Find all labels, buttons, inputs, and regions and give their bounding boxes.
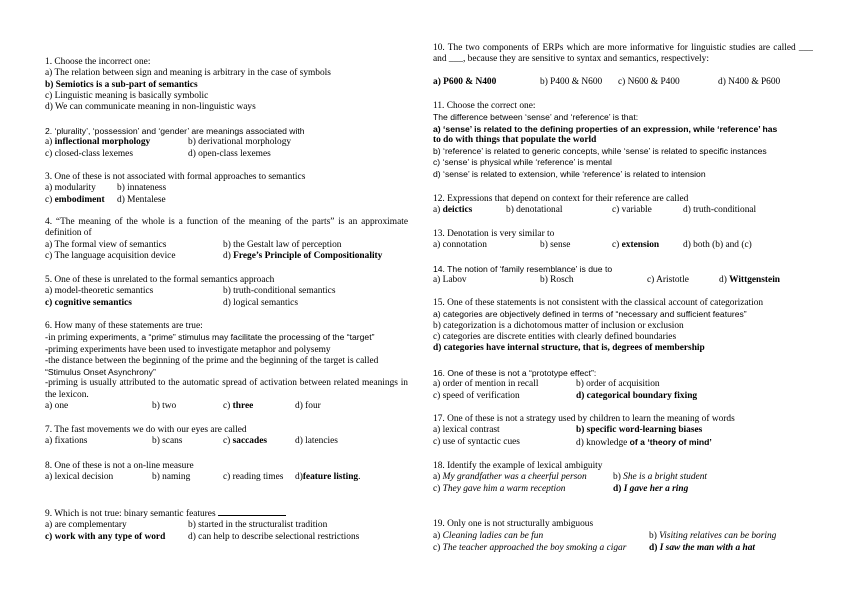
- question-9-option-c: c) work with any type of word: [45, 531, 166, 542]
- question-16-stem: 16. One of these is not a “prototype effect”:: [433, 368, 597, 378]
- question-18: [433, 461, 813, 495]
- question-6-stem: 6. How many of these statements are true:: [45, 321, 203, 331]
- answer-blank: [218, 507, 286, 516]
- question-8-stem: 8. One of these is not a on-line measure: [45, 461, 194, 471]
- question-3-option-b: b) innateness: [117, 183, 167, 194]
- question-19-option-b: b) Visiting relatives can be boring: [649, 531, 777, 542]
- question-16-option-b: b) order of acquisition: [576, 379, 660, 390]
- question-5-option-c: c) cognitive semantics: [45, 297, 132, 308]
- question-2-option-b: b) derivational morphology: [188, 137, 292, 148]
- question-18-stem: 18. Identify the example of lexical ambiguity: [433, 461, 603, 471]
- question-5-option-d: d) logical semantics: [223, 297, 298, 308]
- question-6-option-c: c) three: [223, 401, 254, 412]
- question-7-option-c: c) saccades: [223, 436, 268, 447]
- question-14-option-b: b) Rosch: [540, 275, 574, 286]
- question-1-option-a: a) The relation between sign and meaning is arbitrary in the case of symbols: [45, 68, 331, 79]
- question-19: [433, 519, 813, 554]
- question-3: [45, 172, 408, 206]
- question-15-stem: 15. One of these statements is not consistent with the classical account of categorization: [433, 298, 764, 308]
- question-6-statement-4: -priming is usually attributed to the automatic spread of activation between related meanings in the lexicon.: [45, 378, 408, 400]
- question-10: [433, 43, 813, 88]
- question-1-option-d: d) We can communicate meaning in non-linguistic ways: [45, 102, 256, 113]
- question-14-option-a: a) Labov: [433, 275, 467, 286]
- question-3-option-a: a) modularity: [45, 183, 96, 194]
- question-17-option-b: b) specific word-learning biases: [576, 425, 703, 436]
- question-13-option-b: b) sense: [540, 240, 571, 251]
- question-6-option-b: b) two: [152, 401, 177, 412]
- question-7-option-b: b) scans: [152, 436, 183, 447]
- question-8-option-a: a) lexical decision: [45, 472, 114, 483]
- question-3-option-c: c) embodiment: [45, 194, 105, 205]
- question-12-option-c: c) variable: [612, 205, 652, 216]
- question-1: [45, 57, 408, 113]
- question-13-option-d: d) both (b) and (c): [683, 240, 752, 251]
- question-11-option-a-line-2: to do with things that populate the world: [433, 134, 597, 145]
- question-1-option-c: c) Linguistic meaning is basically symbolic: [45, 90, 209, 101]
- question-2-stem: 2. ‘plurality’, ‘possession’ and ‘gender’ are meanings associated with: [45, 126, 305, 136]
- question-13: [433, 229, 813, 252]
- question-10-option-c: c) N600 & P400: [618, 76, 680, 87]
- question-5-option-b: b) truth-conditional semantics: [223, 286, 336, 297]
- question-6: [45, 321, 408, 412]
- question-15-option-a: a) categories are objectively defined in terms of “necessary and sufficient features”: [433, 309, 747, 320]
- question-17-option-a: a) lexical contrast: [433, 425, 500, 436]
- question-16-option-d: d) categorical boundary fixing: [576, 390, 698, 401]
- question-6-statement-3-term: “Stimulus Onset Asynchrony”: [45, 367, 156, 378]
- question-4-option-c: c) The language acquisition device: [45, 250, 176, 261]
- question-4-option-a: a) The formal view of semantics: [45, 239, 167, 250]
- question-9-option-a: a) are complementary: [45, 520, 127, 531]
- question-1-option-b: b) Semiotics is a sub-part of semantics: [45, 79, 198, 90]
- question-8-option-b: b) naming: [152, 472, 191, 483]
- question-11-option-b: b) ‘reference’ is related to generic concepts, while ‘sense’ is related to specific instances: [433, 146, 767, 157]
- question-2: [45, 126, 408, 160]
- question-6-statement-3: -the distance between the beginning of the prime and the beginning of the target is called: [45, 355, 379, 366]
- question-12-option-d: d) truth-conditional: [683, 205, 757, 216]
- question-6-statement-2: -priming experiments have been used to investigate metaphor and polysemy: [45, 344, 331, 355]
- question-1-stem: 1. Choose the incorrect one:: [45, 57, 151, 67]
- question-10-stem: 10. The two components of ERPs which are more informative for linguistic studies are called ___ and ___, because they are sensitive to syntax and semantics, respectively:: [433, 43, 813, 65]
- question-9: [45, 507, 408, 543]
- question-16-option-c: c) speed of verification: [433, 390, 520, 401]
- question-13-option-a: a) connotation: [433, 240, 487, 251]
- question-15-option-d: d) categories have internal structure, that is, degrees of membership: [433, 343, 705, 354]
- question-8-option-c: c) reading times: [223, 472, 284, 483]
- question-2-option-d: d) open-class lexemes: [188, 148, 271, 159]
- question-18-option-c: c) They gave him a warm reception: [433, 483, 566, 494]
- question-16-option-a: a) order of mention in recall: [433, 379, 539, 390]
- question-17: [433, 414, 813, 448]
- question-9-option-b: b) started in the structuralist tradition: [188, 520, 328, 531]
- question-13-stem: 13. Denotation is very similar to: [433, 229, 555, 239]
- question-2-option-c: c) closed-class lexemes: [45, 148, 133, 159]
- question-11-stem: 11. Choose the correct one:: [433, 101, 536, 111]
- question-14-option-c: c) Aristotle: [647, 275, 689, 286]
- question-7-stem: 7. The fast movements we do with our eyes are called: [45, 425, 247, 435]
- question-5: [45, 275, 408, 309]
- question-19-option-a: a) Cleaning ladies can be fun: [433, 531, 544, 542]
- question-14-stem: 14. The notion of ‘family resemblance’ is due to: [433, 264, 613, 274]
- question-12-option-a: a) deictics: [433, 205, 473, 216]
- question-6-statement-1: -in priming experiments, a “prime” stimulus may facilitate the processing of the “target”: [45, 332, 375, 344]
- question-11: [433, 101, 813, 180]
- question-15: [433, 298, 813, 354]
- question-17-option-c: c) use of syntactic cues: [433, 436, 520, 447]
- question-5-option-a: a) model-theoretic semantics: [45, 286, 154, 297]
- question-3-stem: 3. One of these is not associated with formal approaches to semantics: [45, 172, 306, 182]
- question-19-option-d: d) I saw the man with a hat: [649, 542, 756, 553]
- question-9-option-d: d) can help to describe selectional restrictions: [188, 531, 360, 542]
- question-2-option-a: a) inflectional morphology: [45, 137, 151, 148]
- question-19-option-c: c) The teacher approached the boy smoking a cigar: [433, 542, 627, 553]
- question-18-option-b: b) She is a bright student: [613, 472, 708, 483]
- question-7: [45, 425, 408, 448]
- question-11-lead: The difference between ‘sense’ and ‘reference’ is that:: [433, 112, 639, 123]
- question-11-option-c: c) ‘sense’ is physical while ‘reference’ is mental: [433, 157, 612, 168]
- question-15-option-b: b) categorization is a dichotomous matter of inclusion or exclusion: [433, 320, 684, 331]
- question-10-option-d: d) N400 & P600: [718, 76, 781, 87]
- question-17-option-d: d) knowledge of a ‘theory of mind’: [576, 436, 712, 448]
- question-11-option-a-line-1: a) ‘sense’ is related to the defining properties of an expression, while ‘reference’ has: [433, 123, 778, 134]
- question-8-option-d: d)feature listing.: [295, 472, 361, 483]
- question-6-option-a: a) one: [45, 401, 69, 412]
- question-7-option-a: a) fixations: [45, 436, 88, 447]
- question-14: [433, 264, 813, 287]
- question-15-option-c: c) categories are discrete entities with clearly defined boundaries: [433, 331, 677, 342]
- question-5-stem: 5. One of these is unrelated to the formal semantics approach: [45, 275, 275, 285]
- question-17-stem: 17. One of these is not a strategy used by children to learn the meaning of words: [433, 414, 735, 424]
- question-9-stem: 9. Which is not true: binary semantic features: [45, 507, 408, 520]
- question-11-option-d: d) ‘sense’ is related to extension, while ‘reference’ is related to intension: [433, 168, 706, 179]
- question-18-option-a: a) My grandfather was a cheerful person: [433, 472, 587, 483]
- question-12-stem: 12. Expressions that depend on context for their reference are called: [433, 194, 689, 204]
- question-13-option-c: c) extension: [612, 240, 660, 251]
- question-18-option-d: d) I gave her a ring: [613, 483, 689, 494]
- question-12-option-b: b) denotational: [506, 205, 563, 216]
- question-12: [433, 194, 813, 217]
- question-10-option-a: a) P600 & N400: [433, 76, 497, 87]
- question-4: [45, 217, 408, 262]
- question-6-option-d: d) four: [295, 401, 321, 412]
- question-10-option-b: b) P400 & N600: [540, 76, 603, 87]
- question-7-option-d: d) latencies: [295, 436, 338, 447]
- question-4-option-b: b) the Gestalt law of perception: [223, 239, 342, 250]
- question-4-option-d: d) Frege’s Principle of Compositionality: [223, 250, 383, 261]
- question-14-option-d: d) Wittgenstein: [719, 275, 781, 286]
- question-4-stem: 4. “The meaning of the whole is a function of the meaning of the parts” is an approximate definition of: [45, 217, 408, 239]
- question-8: [45, 461, 408, 484]
- question-19-stem: 19. Only one is not structurally ambiguous: [433, 519, 594, 529]
- question-16: [433, 368, 813, 402]
- question-3-option-d: d) Mentalese: [117, 194, 166, 205]
